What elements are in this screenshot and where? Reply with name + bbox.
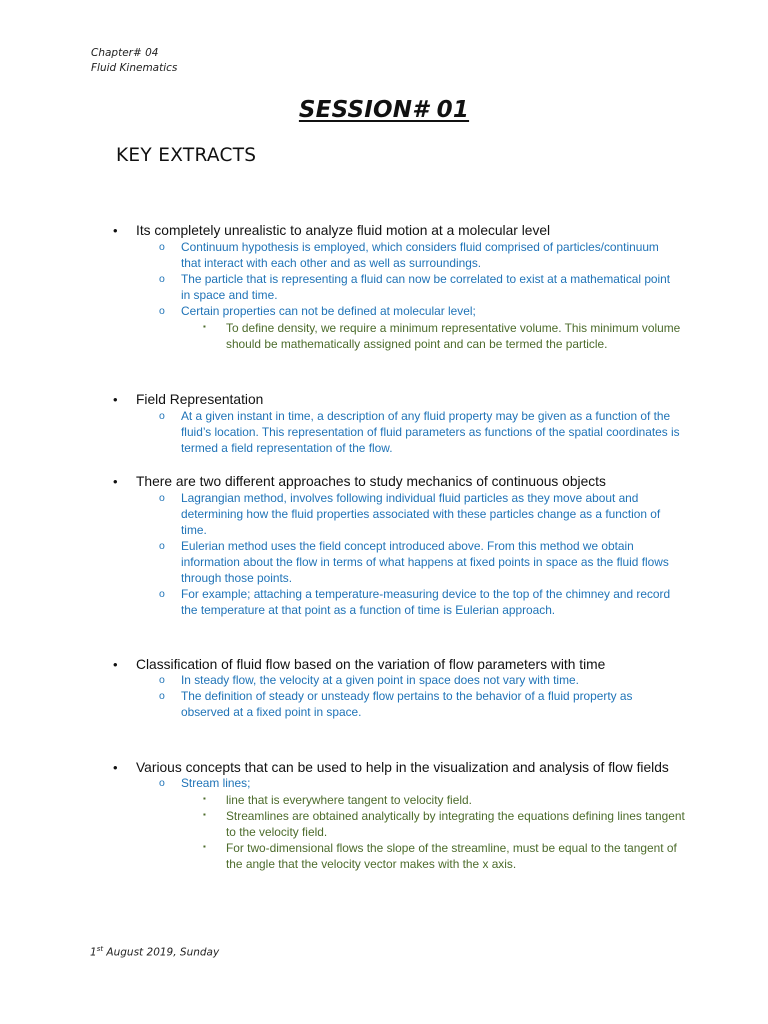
- sub-bullet-text: The particle that is representing a fluid can now be correlated to exist at a mathematical point in space and time.: [181, 272, 671, 302]
- bullet-text: Classification of fluid flow based on the variation of flow parameters with time: [136, 657, 606, 672]
- sub-bullet-item: [0, 239, 681, 271]
- sub-bullet-marker: o: [159, 777, 165, 789]
- footer-date: August 2019, Sunday: [103, 946, 220, 959]
- chapter-label: Chapter# 04: [91, 47, 159, 59]
- nested-bullet-item: [0, 792, 686, 808]
- bullet-text: Various concepts that can be used to help in the visualization and analysis of flow fields: [136, 760, 669, 775]
- page-header: [91, 46, 177, 76]
- bullet-text: There are two different approaches to study mechanics of continuous objects: [136, 474, 606, 489]
- bullet-text: Its completely unrealistic to analyze fluid motion at a molecular level: [136, 223, 551, 238]
- nested-bullet-marker: ▪: [203, 322, 206, 331]
- sub-bullet-text: For example; attaching a temperature-measuring device to the top of the chimney and record the temperature at that point as a function of time is Eulerian approach.: [181, 587, 671, 617]
- sub-bullet-text: Continuum hypothesis is employed, which considers fluid comprised of particles/continuum that interact with each other and as well as surroundings.: [181, 240, 659, 270]
- bullet-marker: •: [113, 392, 118, 407]
- sub-bullet-item: [0, 303, 681, 319]
- sub-bullet-text: At a given instant in time, a description of any fluid property may be given as a function of the fluid’s location. This representation of fluid parameters as functions of the spatial coordinates is termed a field representation of the flow.: [181, 409, 680, 455]
- nested-bullet-text: Streamlines are obtained analytically by integrating the equations defining lines tangent to the velocity field.: [226, 809, 685, 839]
- nested-bullet-text: line that is everywhere tangent to velocity field.: [226, 793, 472, 807]
- bullet-item: [0, 473, 768, 491]
- bullet-marker: •: [113, 657, 118, 672]
- key-extracts-heading: KEY EXTRACTS: [116, 145, 257, 166]
- nested-bullet-marker: ▪: [203, 810, 206, 819]
- bullet-section: [0, 759, 768, 871]
- sub-bullet-text: Certain properties can not be defined at molecular level;: [181, 304, 476, 318]
- nested-bullet-item: [0, 808, 686, 840]
- sub-bullet-text: Stream lines;: [181, 776, 251, 790]
- session-title: SESSION# 01: [298, 97, 470, 123]
- sub-bullet-item: [0, 538, 681, 586]
- sub-bullet-item: [0, 408, 681, 456]
- bullet-marker: •: [113, 760, 118, 775]
- bullet-marker: •: [113, 223, 118, 238]
- sub-bullet-marker: o: [159, 690, 165, 702]
- bullet-item: [0, 222, 768, 240]
- sub-bullet-text: Eulerian method uses the field concept introduced above. From this method we obtain information about the flow in terms of what happens at fixed points in space as the fluid flows through those points.: [181, 539, 669, 585]
- nested-bullet-text: For two-dimensional flows the slope of the streamline, must be equal to the tangent of the angle that the velocity vector makes with the x axis.: [226, 841, 677, 871]
- sub-bullet-text: The definition of steady or unsteady flow pertains to the behavior of a fluid property as observed at a fixed point in space.: [181, 689, 633, 719]
- sub-bullet-text: In steady flow, the velocity at a given point in space does not vary with time.: [181, 673, 579, 687]
- sub-bullet-marker: o: [159, 241, 165, 253]
- sub-bullet-item: [0, 688, 681, 720]
- nested-bullet-text: To define density, we require a minimum representative volume. This minimum volume should be mathematically assigned point and can be termed the particle.: [226, 321, 681, 351]
- sub-bullet-text: Lagrangian method, involves following individual fluid particles as they move about and determining how the fluid properties associated with these particles change as a function of time.: [181, 491, 661, 537]
- sub-bullet-item: [0, 586, 681, 618]
- sub-bullet-item: [0, 775, 681, 791]
- sub-bullet-marker: o: [159, 305, 165, 317]
- nested-bullet-marker: ▪: [203, 842, 206, 851]
- sub-bullet-marker: o: [159, 674, 165, 686]
- sub-bullet-marker: o: [159, 540, 165, 552]
- sub-bullet-item: [0, 271, 681, 303]
- sub-bullet-item: [0, 490, 681, 538]
- bullet-section: [0, 222, 768, 351]
- bullet-marker: •: [113, 474, 118, 489]
- nested-bullet-item: [0, 840, 686, 872]
- sub-bullet-marker: o: [159, 410, 165, 422]
- sub-bullet-marker: o: [159, 492, 165, 504]
- bullet-text: Field Representation: [136, 392, 264, 407]
- topic-label: Fluid Kinematics: [91, 62, 178, 74]
- sub-bullet-marker: o: [159, 273, 165, 285]
- bullet-item: [0, 391, 768, 409]
- bullet-section: [0, 656, 768, 719]
- footer-ordinal: st: [96, 945, 104, 953]
- session-title-wrap: [0, 97, 768, 123]
- sub-bullet-item: [0, 672, 681, 688]
- bullet-section: [0, 473, 768, 617]
- sub-bullet-marker: o: [159, 588, 165, 600]
- footer-day: 1: [90, 946, 97, 959]
- nested-bullet-item: [0, 320, 686, 352]
- bullet-section: [0, 391, 768, 455]
- page-footer: [90, 945, 219, 959]
- nested-bullet-marker: ▪: [203, 794, 206, 803]
